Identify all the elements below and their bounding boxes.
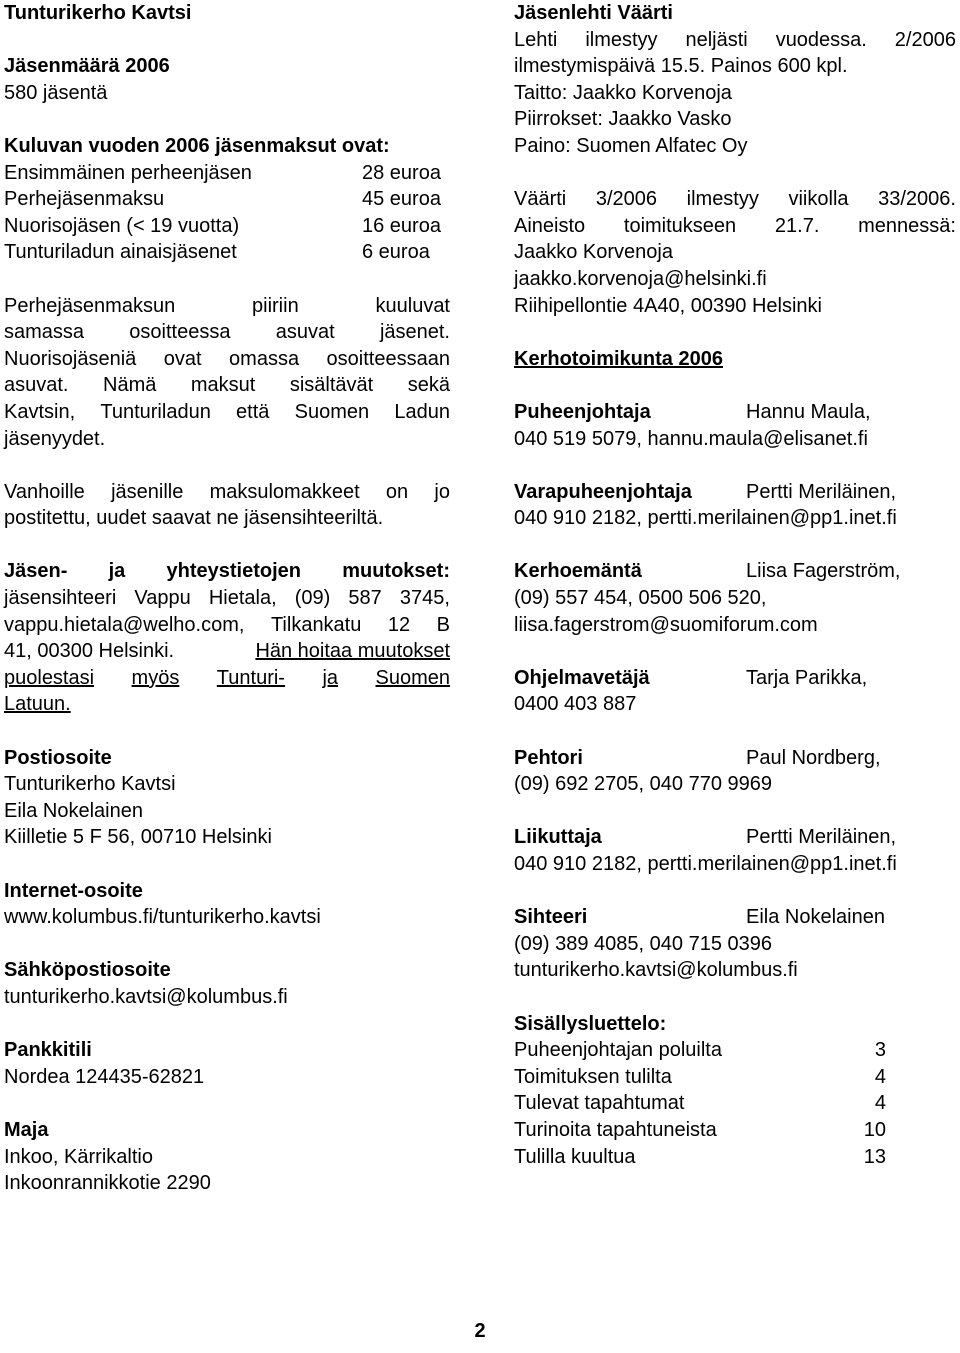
word: jäsenille (111, 480, 184, 503)
word: (09) (294, 587, 331, 610)
committee-name: Hannu Maula, (746, 400, 871, 423)
word: ja (108, 560, 126, 583)
word: Ladun (394, 400, 450, 423)
committee-name: Liisa Fagerström, (746, 560, 901, 583)
left-column (4, 0, 450, 1197)
next-issue-line: Jaakko Korvenoja (514, 241, 673, 264)
bank-heading: Pankkitili (4, 1039, 92, 1062)
toc-page: 4 (874, 1092, 886, 1115)
fee-amount: 45 euroa (362, 188, 441, 211)
next-issue-line (514, 186, 956, 213)
word: on (385, 480, 409, 503)
fee-label: Ensimmäinen perheenjäsen (4, 161, 252, 184)
toc-title: Tulilla kuultua (514, 1145, 636, 1168)
word: vappu.hietala@welho.com, (4, 613, 245, 636)
committee-role: Sihteeri (514, 906, 588, 929)
word: Vappu (134, 587, 191, 610)
committee-contact: liisa.fagerstrom@suomiforum.com (514, 613, 818, 636)
committee-member (514, 824, 956, 851)
paragraph-line (4, 319, 450, 346)
toc-title: Toimituksen tulilta (514, 1065, 672, 1088)
postal-heading: Postiosoite (4, 746, 112, 769)
changes-line (4, 612, 450, 639)
word: viikolla (788, 188, 849, 211)
fee-amount: 16 euroa (362, 214, 441, 237)
word: kuuluvat (375, 294, 450, 317)
word: sisältävät (289, 374, 374, 397)
word: Nuorisojäseniä (4, 347, 137, 370)
spacer (514, 878, 956, 905)
toc-page: 3 (874, 1039, 886, 1062)
paragraph-line (4, 293, 450, 320)
word: osoitteessa (129, 321, 231, 344)
committee-contact: (09) 389 4085, 040 715 0396 (514, 932, 772, 955)
word: Aineisto (514, 214, 586, 237)
toc-page: 4 (874, 1065, 886, 1088)
page-number: 2 (474, 1320, 486, 1342)
committee-role: Pehtori (514, 746, 583, 769)
members-heading: Jäsenmäärä 2006 (4, 55, 170, 78)
spacer (514, 718, 956, 745)
word: Kavtsin, (4, 400, 76, 423)
fee-label: Perhejäsenmaksu (4, 188, 165, 211)
toc-title: Tulevat tapahtumat (514, 1092, 685, 1115)
committee-name: Paul Nordberg, (746, 746, 881, 769)
word: neljästi (685, 28, 748, 51)
changes-paragraph (4, 585, 450, 638)
next-issue-contact (514, 239, 956, 319)
word: muutokset: (342, 560, 450, 583)
committee-role: Puheenjohtaja (514, 400, 651, 423)
toc-row (514, 1037, 886, 1064)
fee-label: Nuorisojäsen (< 19 vuotta) (4, 214, 240, 237)
postal-line: Eila Nokelainen (4, 799, 143, 822)
word: maksut (190, 374, 256, 397)
word: Suomen (294, 400, 370, 423)
postal-line: Kiilletie 5 F 56, 00710 Helsinki (4, 826, 272, 849)
committee-contact: tunturikerho.kavtsi@kolumbus.fi (514, 959, 798, 982)
table-of-contents (514, 1037, 956, 1170)
word: Väärti (514, 188, 567, 211)
word: että (236, 400, 270, 423)
committee-name: Pertti Meriläinen, (746, 480, 897, 503)
committee-list (514, 372, 956, 1010)
toc-title: Turinoita tapahtuneista (514, 1118, 717, 1141)
committee-name: Pertti Meriläinen, (746, 826, 897, 849)
word: 33/2006. (878, 188, 956, 211)
word: toimitukseen (623, 214, 737, 237)
committee-heading: Kerhotoimikunta 2006 (514, 347, 723, 370)
email-address: tunturikerho.kavtsi@kolumbus.fi (4, 985, 288, 1008)
word: Vanhoille (4, 480, 85, 503)
paragraph-line (4, 346, 450, 373)
toc-row (514, 1144, 886, 1171)
committee-member (514, 399, 956, 426)
magazine-credits (514, 53, 956, 159)
magazine-line (514, 27, 956, 54)
word: B (436, 613, 450, 636)
word: asuvat. (4, 374, 69, 397)
toc-heading: Sisällysluettelo: (514, 1012, 667, 1035)
fees-heading: Kuluvan vuoden 2006 jäsenmaksut ovat: (4, 134, 390, 157)
committee-role: Ohjelmavetäjä (514, 666, 650, 689)
changes-address-end: 41, 00300 Helsinki. (4, 640, 175, 663)
word: Perhejäsenmaksun (4, 294, 176, 317)
word: 587 (348, 587, 382, 610)
fee-amount: 6 euroa (362, 241, 430, 264)
fee-row (4, 213, 442, 240)
fee-row (4, 239, 442, 266)
word: ilmestyy (686, 188, 759, 211)
toc-page: 10 (863, 1118, 886, 1141)
old-members-paragraph (4, 479, 450, 506)
toc-page: 13 (863, 1145, 886, 1168)
committee-contact: 040 910 2182, pertti.merilainen@pp1.inet.fi (514, 507, 897, 530)
magazine-line: Taitto: Jaakko Korvenoja (514, 81, 732, 104)
spacer (514, 372, 956, 399)
paragraph-line: postitettu, uudet saavat ne jäsensihteeriltä. (4, 507, 384, 530)
word: maksulomakkeet (209, 480, 360, 503)
paragraph-line: jäsenyydet. (4, 427, 106, 450)
word: osoitteessaan (326, 347, 450, 370)
committee-role: Liikuttaja (514, 826, 602, 849)
word: 2/2006 (894, 28, 956, 51)
committee-contact: 040 910 2182, pertti.merilainen@pp1.inet.fi (514, 853, 897, 875)
word: samassa (4, 321, 85, 344)
fee-label: Tunturiladun ainaisjäsenet (4, 241, 237, 264)
word: Nämä (103, 374, 157, 397)
word: ilmestyy (585, 28, 658, 51)
word: Tunturi- (216, 666, 285, 689)
next-issue-info (514, 186, 956, 239)
magazine-line: ilmestymispäivä 15.5. Painos 600 kpl. (514, 55, 848, 78)
committee-member (514, 558, 956, 585)
email-heading: Sähköpostiosoite (4, 959, 171, 982)
word: myös (131, 666, 180, 689)
committee-role: Varapuheenjohtaja (514, 480, 692, 503)
word: jäsensihteeri (4, 587, 117, 610)
changes-line (4, 585, 450, 612)
next-issue-line: jaakko.korvenoja@helsinki.fi (514, 267, 767, 290)
members-value: 580 jäsentä (4, 81, 108, 104)
cabin-line: Inkoonrannikkotie 2290 (4, 1172, 211, 1195)
magazine-line: Piirrokset: Jaakko Vasko (514, 108, 732, 131)
word: vuodessa. (775, 28, 867, 51)
paragraph-line (4, 479, 450, 506)
toc-row (514, 1117, 886, 1144)
spacer (514, 798, 956, 825)
cabin-line: Inkoo, Kärrikaltio (4, 1145, 153, 1168)
next-issue-line: Riihipellontie 4A40, 00390 Helsinki (514, 294, 822, 317)
magazine-line: Paino: Suomen Alfatec Oy (514, 134, 748, 157)
word: Tilkankatu (270, 613, 362, 636)
word: omassa (229, 347, 300, 370)
word: Suomen (375, 666, 450, 689)
family-fee-paragraph (4, 293, 450, 426)
word: Lehti (514, 28, 558, 51)
bank-account: Nordea 124435-62821 (4, 1065, 205, 1088)
fee-amount: 28 euroa (362, 161, 441, 184)
spacer (514, 452, 956, 479)
word: 3745, (399, 587, 450, 610)
changes-note-end: Latuun. (4, 693, 71, 716)
word: mennessä: (858, 214, 956, 237)
committee-contact: 0400 403 887 (514, 693, 637, 716)
word: ja (322, 666, 339, 689)
word: jäsenet. (379, 321, 450, 344)
committee-name: Tarja Parikka, (746, 666, 868, 689)
toc-row (514, 1064, 886, 1091)
changes-line-3 (4, 638, 450, 665)
word: asuvat (275, 321, 335, 344)
committee-member (514, 745, 956, 772)
web-heading: Internet-osoite (4, 879, 143, 902)
committee-member (514, 479, 956, 506)
changes-heading (4, 558, 450, 585)
word: 3/2006 (595, 188, 658, 211)
word: ovat (163, 347, 202, 370)
magazine-info (514, 27, 956, 54)
spacer (514, 638, 956, 665)
fee-row (4, 160, 442, 187)
word: sekä (407, 374, 450, 397)
spacer (514, 532, 956, 559)
committee-member (514, 665, 956, 692)
toc-title: Puheenjohtajan poluilta (514, 1039, 722, 1062)
cabin-address (4, 1144, 450, 1197)
postal-line: Tunturikerho Kavtsi (4, 773, 176, 796)
magazine-heading: Jäsenlehti Väärti (514, 2, 673, 24)
committee-contact: (09) 692 2705, 040 770 9969 (514, 773, 772, 796)
fees-list (4, 160, 450, 266)
org-title: Tunturikerho Kavtsi (4, 2, 192, 24)
changes-note-start: Hän hoitaa muutokset (255, 640, 450, 663)
committee-contact: (09) 557 454, 0500 506 520, (514, 587, 767, 610)
word: Jäsen- (4, 560, 68, 583)
changes-note-line (4, 665, 450, 692)
word: piiriin (252, 294, 299, 317)
paragraph-line (4, 399, 450, 426)
toc-row (514, 1090, 886, 1117)
word: Hietala, (208, 587, 277, 610)
word: puolestasi (4, 666, 95, 689)
committee-contact: 040 519 5079, hannu.maula@elisanet.fi (514, 427, 868, 450)
committee-member (514, 904, 956, 931)
postal-address (4, 771, 450, 851)
fee-row (4, 186, 442, 213)
word: yhteystietojen (166, 560, 301, 583)
committee-name: Eila Nokelainen (746, 906, 885, 929)
paragraph-line (4, 372, 450, 399)
right-column (514, 0, 956, 1170)
word: 12 (387, 613, 411, 636)
cabin-heading: Maja (4, 1118, 49, 1141)
word: Tunturiladun (100, 400, 211, 423)
web-address: www.kolumbus.fi/tunturikerho.kavtsi (4, 906, 321, 929)
next-issue-line (514, 213, 956, 240)
committee-role: Kerhoemäntä (514, 560, 642, 583)
spacer (514, 984, 956, 1011)
word: 21.7. (774, 214, 820, 237)
word: jo (434, 480, 450, 503)
